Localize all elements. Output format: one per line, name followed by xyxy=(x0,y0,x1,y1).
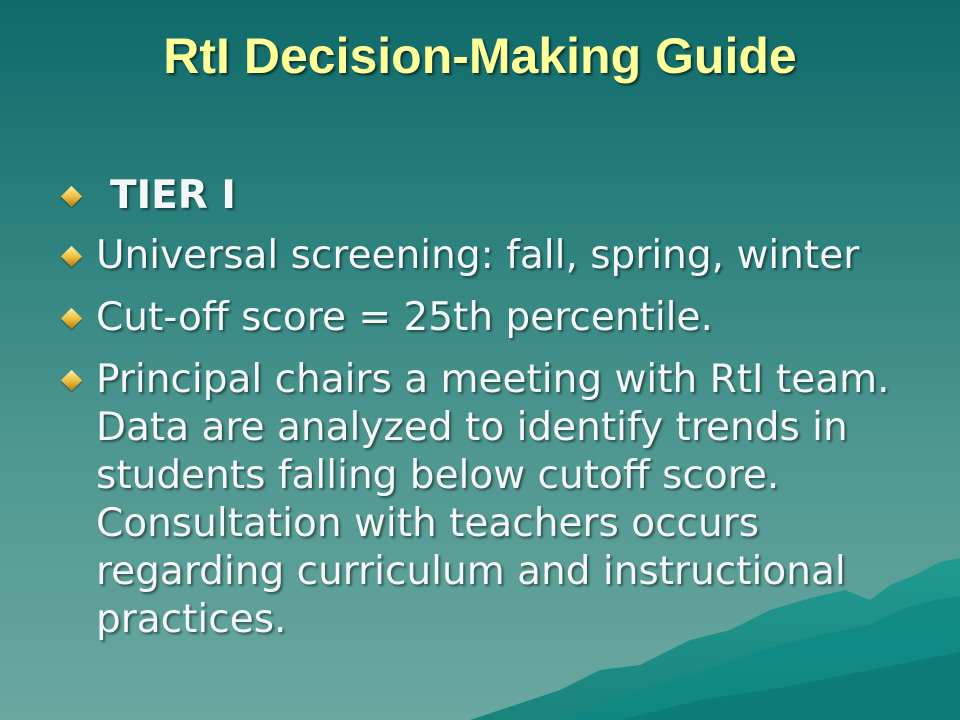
bullet-item-cutoff xyxy=(58,294,918,342)
diamond-bullet-icon xyxy=(61,370,82,391)
diamond-bullet-icon xyxy=(61,246,82,267)
diamond-bullet-icon xyxy=(61,186,82,207)
bullet-item-meeting xyxy=(58,356,918,644)
bullet-item-tier-heading xyxy=(58,172,918,220)
bullet-list xyxy=(58,172,918,658)
bullet-text: TIER I xyxy=(110,173,236,218)
diamond-bullet-icon xyxy=(61,308,82,329)
bullet-text: Cut-off score = 25th percentile. xyxy=(96,295,713,340)
slide-title: RtI Decision-Making Guide xyxy=(163,28,797,84)
bullet-text: Principal chairs a meeting with RtI team. Data are analyzed to identify trends in students falling below cutoff score. Consultation with teachers occurs regarding curriculum and instructional practices. xyxy=(96,357,890,642)
bullet-text: Universal screening: fall, spring, winter xyxy=(96,233,860,278)
bullet-item-screening xyxy=(58,232,918,280)
